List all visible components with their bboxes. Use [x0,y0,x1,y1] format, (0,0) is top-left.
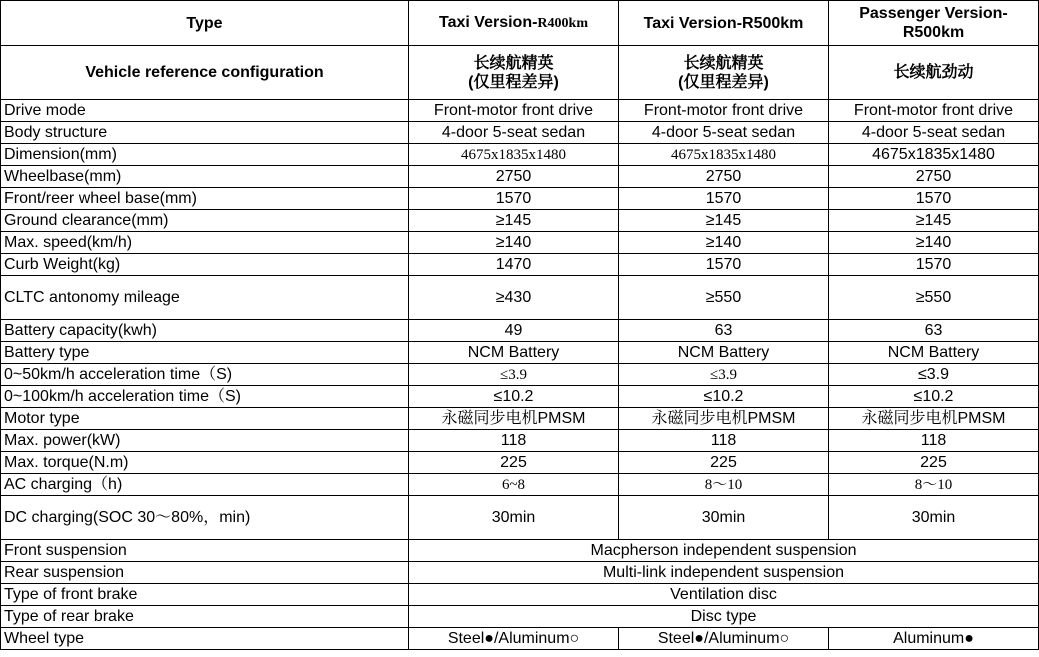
cell-value: 4675x1835x1480 [619,144,829,166]
cell-value: 63 [619,320,829,342]
cell-value: 30min [409,496,619,540]
row-label: Max. power(kW) [1,430,409,452]
config-col1: 长续航精英 (仅里程差异) [409,46,619,100]
cell-value: 2750 [409,166,619,188]
cell-value: ≥430 [409,276,619,320]
merged-value: Ventilation disc [409,584,1039,606]
row-label: Body structure [1,122,409,144]
cell-value: Steel●/Aluminum○ [619,628,829,650]
cell-value: 1570 [829,254,1039,276]
type-header: Type [1,1,409,46]
cell-value: 225 [829,452,1039,474]
row-label: Wheelbase(mm) [1,166,409,188]
cell-value: NCM Battery [829,342,1039,364]
cell-value: ≤3.9 [829,364,1039,386]
table-row [1,540,1039,562]
cell-value: 8～10 [619,474,829,496]
table-row [1,628,1039,650]
row-label: 0~50km/h acceleration time（S) [1,364,409,386]
config-col2: 长续航精英 (仅里程差异) [619,46,829,100]
table-row [1,474,1039,496]
cell-value: 2750 [829,166,1039,188]
cell-value: 永磁同步电机PMSM [829,408,1039,430]
row-label: Drive mode [1,100,409,122]
cell-value: Front-motor front drive [409,100,619,122]
cell-value: Aluminum● [829,628,1039,650]
row-label: Type of rear brake [1,606,409,628]
row-label: Motor type [1,408,409,430]
row-label: Front/reer wheel base(mm) [1,188,409,210]
row-label: Curb Weight(kg) [1,254,409,276]
table-row [1,452,1039,474]
cell-value: 1470 [409,254,619,276]
cell-value: 30min [619,496,829,540]
cell-value: ≥145 [409,210,619,232]
row-label: Max. torque(N.m) [1,452,409,474]
cell-value: ≥550 [619,276,829,320]
cell-value: Front-motor front drive [619,100,829,122]
cell-value: 4675x1835x1480 [829,144,1039,166]
config-label: Vehicle reference configuration [1,46,409,100]
row-label: Front suspension [1,540,409,562]
table-row [1,342,1039,364]
table-row [1,562,1039,584]
cell-value: ≥145 [619,210,829,232]
merged-value: Macpherson independent suspension [409,540,1039,562]
cell-value: 30min [829,496,1039,540]
row-label: Rear suspension [1,562,409,584]
config-row [1,46,1039,100]
cell-value: 118 [409,430,619,452]
table-row [1,254,1039,276]
merged-value: Multi-link independent suspension [409,562,1039,584]
row-label: DC charging(SOC 30～80%，min) [1,496,409,540]
table-row [1,496,1039,540]
row-label: Ground clearance(mm) [1,210,409,232]
cell-value: 2750 [619,166,829,188]
table-row [1,606,1039,628]
table-row [1,122,1039,144]
cell-value: 4-door 5-seat sedan [409,122,619,144]
cell-value: 1570 [619,254,829,276]
col3-header: Passenger Version- R500km [829,1,1039,46]
cell-value: 63 [829,320,1039,342]
cell-value: ≤10.2 [409,386,619,408]
table-row [1,144,1039,166]
row-label: Dimension(mm) [1,144,409,166]
cell-value: 49 [409,320,619,342]
cell-value: 4675x1835x1480 [409,144,619,166]
cell-value: ≥550 [829,276,1039,320]
header-row [1,1,1039,46]
cell-value: ≥140 [829,232,1039,254]
table-row [1,584,1039,606]
cell-value: ≤3.9 [619,364,829,386]
row-label: Battery capacity(kwh) [1,320,409,342]
row-label: CLTC antonomy mileage [1,276,409,320]
cell-value: ≥145 [829,210,1039,232]
cell-value: 8～10 [829,474,1039,496]
cell-value: ≤3.9 [409,364,619,386]
row-label: Max. speed(km/h) [1,232,409,254]
cell-value: Steel●/Aluminum○ [409,628,619,650]
table-row [1,386,1039,408]
cell-value: 118 [829,430,1039,452]
table-row [1,188,1039,210]
table-row [1,166,1039,188]
cell-value: Front-motor front drive [829,100,1039,122]
cell-value: 1570 [409,188,619,210]
row-label: Wheel type [1,628,409,650]
merged-value: Disc type [409,606,1039,628]
table-row [1,232,1039,254]
table-row [1,276,1039,320]
row-label: AC charging（h) [1,474,409,496]
cell-value: ≤10.2 [829,386,1039,408]
table-row [1,430,1039,452]
cell-value: ≥140 [409,232,619,254]
cell-value: NCM Battery [619,342,829,364]
cell-value: ≥140 [619,232,829,254]
table-row [1,210,1039,232]
cell-value: 永磁同步电机PMSM [619,408,829,430]
cell-value: 1570 [619,188,829,210]
cell-value: 4-door 5-seat sedan [619,122,829,144]
cell-value: 1570 [829,188,1039,210]
cell-value: 225 [619,452,829,474]
cell-value: 4-door 5-seat sedan [829,122,1039,144]
col1-header: Taxi Version-R400km [409,1,619,46]
cell-value: 6~8 [409,474,619,496]
cell-value: 225 [409,452,619,474]
cell-value: ≤10.2 [619,386,829,408]
table-row [1,408,1039,430]
config-col3: 长续航劲动 [829,46,1039,100]
table-row [1,100,1039,122]
row-label: Battery type [1,342,409,364]
col2-header: Taxi Version-R500km [619,1,829,46]
row-label: Type of front brake [1,584,409,606]
table-row [1,320,1039,342]
cell-value: 永磁同步电机PMSM [409,408,619,430]
row-label: 0~100km/h acceleration time（S) [1,386,409,408]
cell-value: 118 [619,430,829,452]
table-row [1,364,1039,386]
cell-value: NCM Battery [409,342,619,364]
